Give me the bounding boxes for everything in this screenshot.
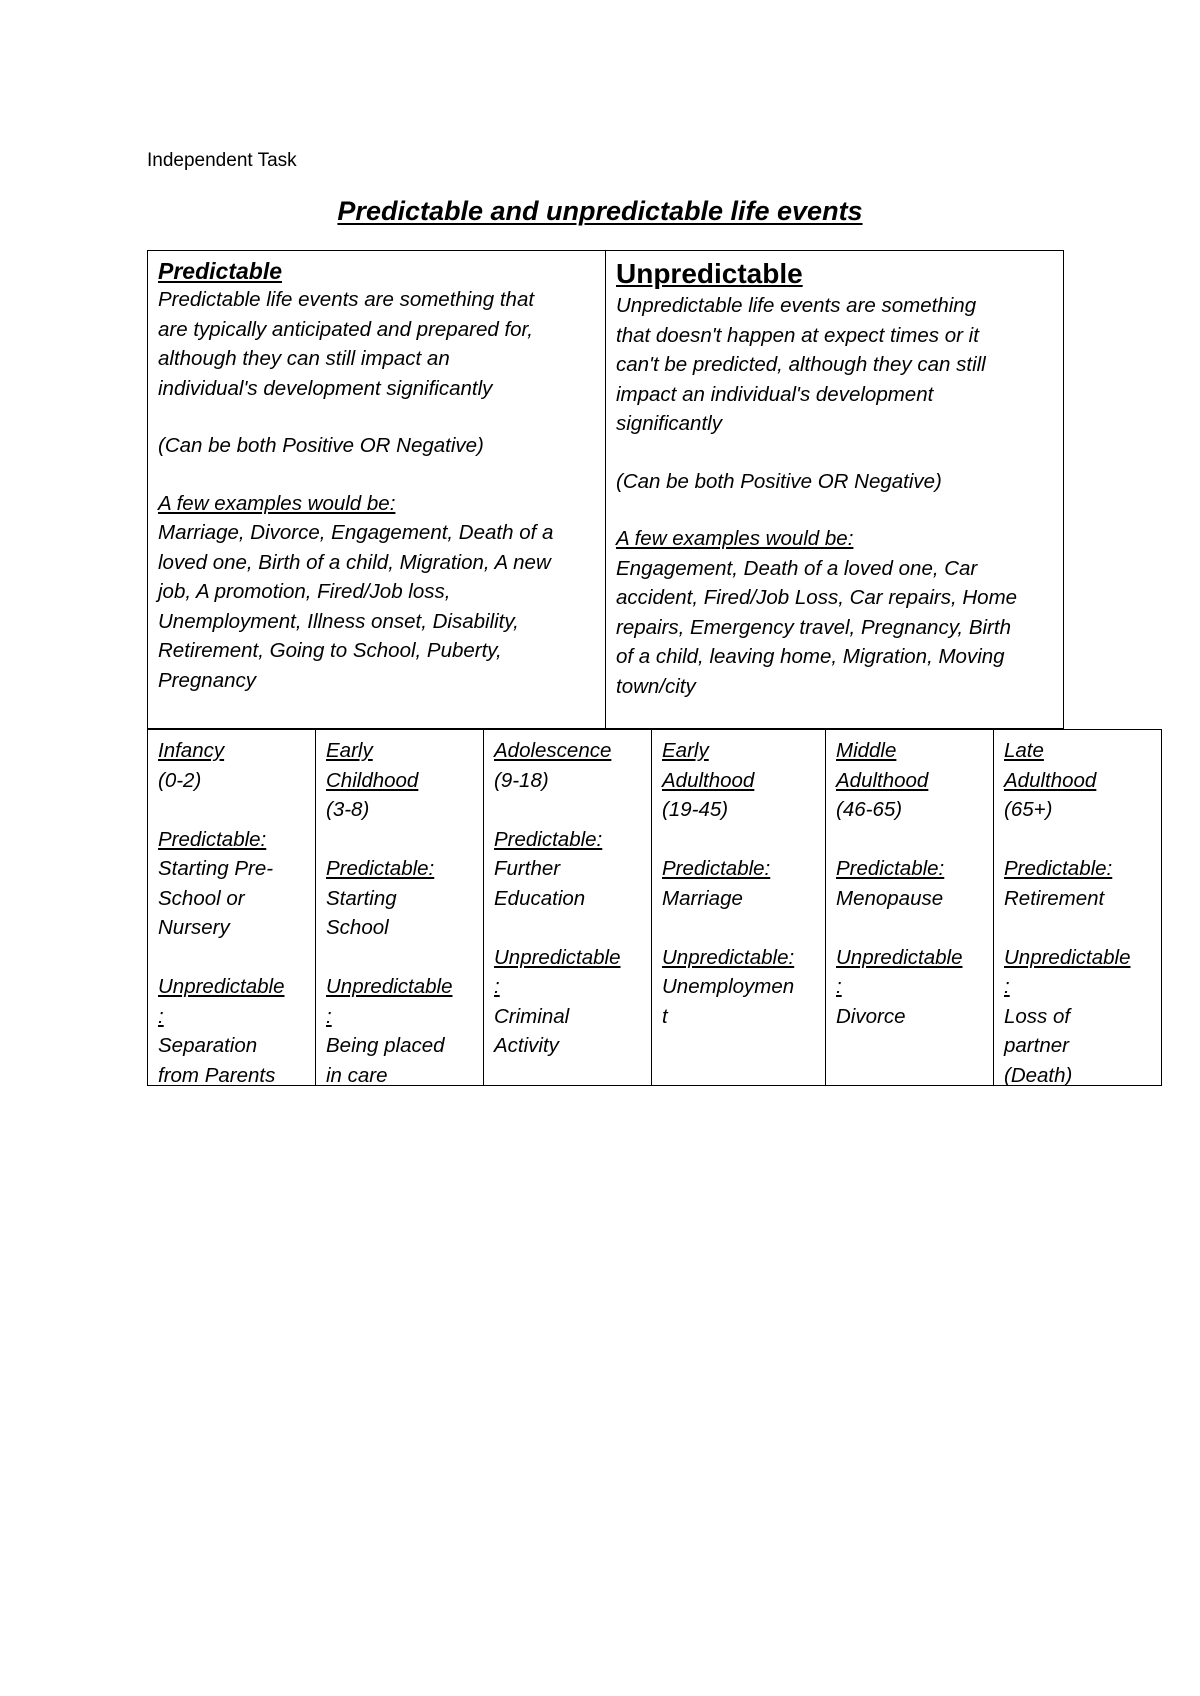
example-line: Pregnancy [158, 668, 257, 692]
predictable-label: Predictable: [326, 857, 435, 880]
unpredictable-value: in care [326, 1063, 388, 1085]
predictable-value: Starting [326, 886, 397, 910]
predictable-value: Nursery [158, 916, 230, 939]
example-line: of a child, leaving home, Migration, Moving [616, 645, 1005, 668]
unpredictable-value: partner [1004, 1034, 1069, 1057]
stage-name: Early [662, 739, 709, 762]
description-line: significantly [616, 412, 722, 435]
unpredictable-description [616, 291, 1052, 439]
unpredictable-label: Unpredictable [326, 975, 453, 998]
unpredictable-label: : [326, 1004, 332, 1028]
predictable-value: Menopause [836, 886, 944, 910]
stage-name: Adulthood [836, 768, 929, 792]
stage-name: Adolescence [494, 739, 612, 762]
predictable-label: Predictable: [1004, 857, 1113, 880]
predictable-note: (Can be both Positive OR Negative) [158, 434, 484, 457]
description-line: can't be predicted, although they can still [616, 353, 986, 376]
stage-cell-adolescence [484, 730, 652, 1085]
description-line: individual's development significantly [158, 376, 493, 400]
predictable-label: Predictable: [158, 827, 267, 851]
predictable-value: Further [494, 857, 561, 880]
unpredictable-value: Unemploymen [662, 975, 795, 998]
stage-age: (19-45) [662, 798, 729, 821]
page-header: Independent Task [147, 150, 297, 171]
unpredictable-examples-label: A few examples would be: [616, 527, 854, 550]
stage-name: Childhood [326, 768, 419, 792]
description-line: Unpredictable life events are something [616, 294, 977, 317]
stage-name: Infancy [158, 739, 225, 762]
unpredictable-value: from Parents [158, 1063, 276, 1085]
unpredictable-examples [616, 554, 1052, 702]
unpredictable-value: Divorce [836, 1004, 906, 1028]
stage-age: (3-8) [326, 798, 370, 821]
example-line: loved one, Birth of a child, Migration, A new [158, 550, 551, 574]
example-line: accident, Fired/Job Loss, Car repairs, Home [616, 586, 1018, 609]
stage-age: (9-18) [494, 768, 549, 792]
stage-cell-early-adulthood [652, 730, 826, 1085]
example-line: town/city [616, 674, 696, 698]
unpredictable-value: Being placed [326, 1034, 445, 1057]
unpredictable-heading: Unpredictable [616, 258, 803, 289]
predictable-value: School or [158, 886, 245, 910]
description-line: that doesn't happen at expect times or it [616, 323, 979, 347]
predictable-examples-label: A few examples would be: [158, 491, 396, 515]
unpredictable-value: Loss of [1004, 1004, 1071, 1028]
predictable-heading: Predictable [158, 258, 282, 284]
predictable-value: Retirement [1004, 886, 1105, 910]
predictable-value: Starting Pre- [158, 857, 274, 880]
description-line: Predictable life events are something that [158, 288, 535, 311]
unpredictable-value: (Death) [1004, 1063, 1073, 1085]
description-line: although they can still impact an [158, 347, 450, 370]
unpredictable-label: : [1004, 975, 1010, 998]
stage-cell-infancy [148, 730, 316, 1085]
unpredictable-label: Unpredictable [158, 975, 285, 998]
predictable-description [158, 285, 595, 403]
life-stages-table [147, 729, 1162, 1086]
unpredictable-value: Activity [494, 1034, 559, 1057]
unpredictable-label: Unpredictable [836, 945, 963, 969]
predictable-cell [148, 251, 606, 728]
example-line: Marriage, Divorce, Engagement, Death of a [158, 521, 554, 544]
predictable-label: Predictable: [494, 827, 603, 851]
unpredictable-value: Separation [158, 1034, 258, 1057]
stage-cell-early-childhood [316, 730, 484, 1085]
stage-name: Early [326, 739, 373, 762]
stage-name: Adulthood [1004, 768, 1097, 792]
predictable-examples [158, 518, 595, 695]
description-line: are typically anticipated and prepared for, [158, 317, 533, 341]
example-line: Engagement, Death of a loved one, Car [616, 556, 978, 580]
predictable-value: School [326, 916, 389, 939]
example-line: Unemployment, Illness onset, Disability, [158, 609, 519, 633]
unpredictable-value: t [662, 1004, 668, 1028]
unpredictable-label: Unpredictable: [662, 945, 795, 969]
stage-age: (0-2) [158, 768, 202, 792]
stage-name: Late [1004, 739, 1044, 762]
unpredictable-cell [606, 251, 1062, 728]
stage-cell-late-adulthood [994, 730, 1160, 1085]
example-line: Retirement, Going to School, Puberty, [158, 639, 502, 662]
predictable-value: Marriage [662, 886, 743, 910]
stage-name: Middle [836, 739, 897, 762]
unpredictable-label: : [158, 1004, 164, 1028]
example-line: job, A promotion, Fired/Job loss, [158, 580, 451, 603]
stage-age: (65+) [1004, 798, 1053, 821]
page-title: Predictable and unpredictable life events [337, 196, 863, 226]
unpredictable-label: : [836, 975, 842, 998]
predictable-value: Education [494, 886, 586, 910]
unpredictable-label: Unpredictable [494, 945, 621, 969]
stage-age: (46-65) [836, 798, 903, 821]
stage-name: Adulthood [662, 768, 755, 792]
unpredictable-label: Unpredictable [1004, 945, 1131, 969]
stage-cell-middle-adulthood [826, 730, 994, 1085]
unpredictable-note: (Can be both Positive OR Negative) [616, 469, 942, 493]
events-definition-table [147, 250, 1064, 729]
unpredictable-label: : [494, 975, 500, 998]
predictable-label: Predictable: [662, 857, 771, 880]
description-line: impact an individual's development [616, 382, 934, 406]
example-line: repairs, Emergency travel, Pregnancy, Birth [616, 615, 1011, 639]
predictable-label: Predictable: [836, 857, 945, 880]
unpredictable-value: Criminal [494, 1004, 570, 1028]
